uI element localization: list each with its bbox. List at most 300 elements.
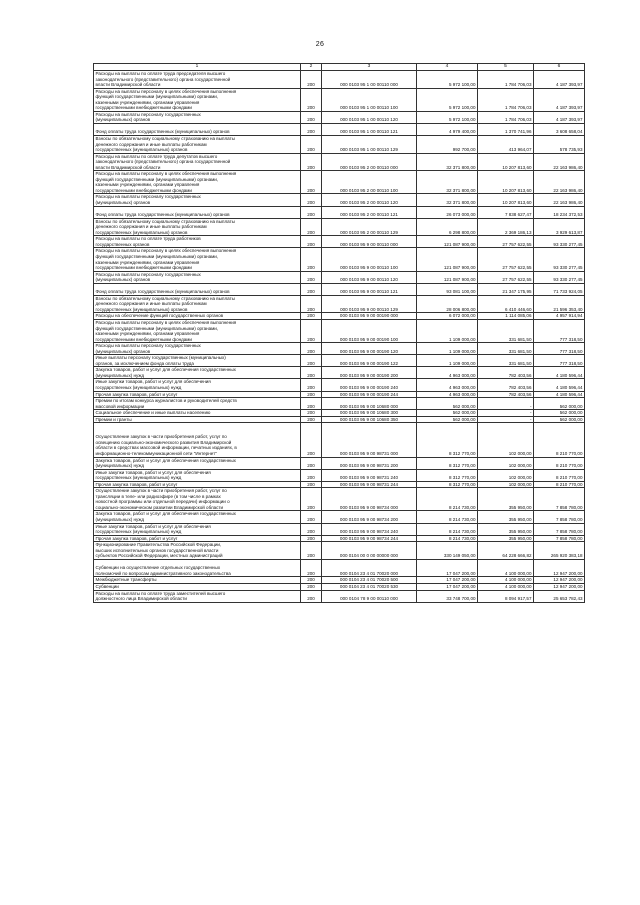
- table-row: [94, 236, 585, 248]
- remaining-amount-cell: 4 187 393,97: [534, 88, 585, 111]
- table-row: [94, 398, 585, 410]
- line-code-cell: 200: [301, 248, 322, 271]
- remaining-amount-cell: 4 957 914,94: [534, 313, 585, 320]
- row-name-line: освещению социально-экономического развития Владимирской: [95, 439, 232, 445]
- table-row: [94, 271, 585, 283]
- row-name-line: Расходы на выплаты персоналу в целях обеспечения выполнения: [95, 171, 237, 177]
- table-row: [94, 535, 585, 542]
- classification-code-cell: 000 0103 95 9 00 10680 000: [322, 398, 417, 410]
- executed-amount-cell: 102 000,00: [478, 469, 534, 481]
- remaining-amount-cell: 3 608 658,04: [534, 123, 585, 135]
- row-name-cell: [94, 236, 301, 248]
- executed-amount-cell: 27 757 622,55: [478, 271, 534, 283]
- row-name-cell: [94, 123, 301, 135]
- classification-code-cell: 000 0103 95 9 00 98731 000: [322, 423, 417, 457]
- row-name-line: (муниципальных) органов: [95, 200, 151, 206]
- classification-code-cell: 000 0103 95 9 00 00190 000: [322, 313, 417, 320]
- executed-amount-cell: 355 950,00: [478, 523, 534, 535]
- row-name-line: государственными внебюджетными фондами: [95, 336, 192, 342]
- table-row: [94, 111, 585, 123]
- row-name-line: казенными учреждениями, органами управления: [95, 182, 200, 188]
- executed-amount-cell: 27 757 622,55: [478, 236, 534, 248]
- classification-code-cell: 000 0103 95 2 00 00110 120: [322, 194, 417, 206]
- line-code-cell: 200: [301, 111, 322, 123]
- row-name-line: Прочая закупка товаров, работ и услуг: [95, 481, 178, 487]
- remaining-amount-cell: 22 163 986,40: [534, 153, 585, 171]
- row-name-line: информационно-телекоммуникационной сети "Интернет": [95, 451, 217, 456]
- row-name-cell: [94, 423, 301, 457]
- table-row: [94, 559, 585, 577]
- executed-amount-cell: 4 100 000,00: [478, 584, 534, 591]
- executed-amount-cell: 1 114 085,06: [478, 313, 534, 320]
- approved-amount-cell: 8 312 770,00: [417, 481, 478, 488]
- row-name-line: социально-экономическом развитии Владимирской области: [95, 504, 224, 510]
- executed-amount-cell: 4 100 000,00: [478, 577, 534, 584]
- classification-code-cell: 000 0104 78 9 00 00110 000: [322, 590, 417, 602]
- approved-amount-cell: 93 081 100,00: [417, 283, 478, 295]
- classification-code-cell: 000 0103 95 9 00 00190 100: [322, 319, 417, 342]
- approved-amount-cell: 26 073 000,00: [417, 206, 478, 218]
- table-row: [94, 283, 585, 295]
- executed-amount-cell: 782 403,56: [478, 391, 534, 398]
- approved-amount-cell: 8 214 730,00: [417, 511, 478, 523]
- approved-amount-cell: 4 963 000,00: [417, 367, 478, 379]
- table-row: [94, 355, 585, 367]
- classification-code-cell: 000 0103 95 9 00 00190 244: [322, 391, 417, 398]
- row-name-line: государственными внебюджетными фондами: [95, 265, 192, 271]
- line-code-cell: 200: [301, 488, 322, 511]
- row-name-line: Фонд оплаты труда государственных (муниципальных) органов: [95, 289, 230, 295]
- row-name-line: Осуществление закупок в части приобретения работ, услуг по: [95, 488, 227, 494]
- approved-amount-cell: 562 000,00: [417, 416, 478, 423]
- row-name-line: Премии по итогам конкурса журналистов и руководителей средств: [95, 398, 237, 404]
- remaining-amount-cell: 7 858 780,00: [534, 523, 585, 535]
- classification-code-cell: 000 0103 95 9 00 00190 240: [322, 379, 417, 391]
- row-name-line: Осуществление закупок в части приобретения работ, услуг по: [95, 434, 227, 440]
- row-name-cell: [94, 136, 301, 154]
- classification-code-cell: 000 0103 95 9 00 98731 240: [322, 469, 417, 481]
- budget-table: [93, 63, 585, 603]
- table-row: [94, 313, 585, 320]
- header-cell: 5: [478, 64, 534, 71]
- line-code-cell: 200: [301, 423, 322, 457]
- executed-amount-cell: 1 784 706,03: [478, 88, 534, 111]
- row-name-line: (муниципальных) органов: [95, 117, 151, 123]
- approved-amount-cell: 8 312 770,00: [417, 423, 478, 457]
- row-name-line: (муниципальных) органов: [95, 348, 151, 354]
- executed-amount-cell: 331 681,50: [478, 343, 534, 355]
- remaining-amount-cell: 4 180 596,44: [534, 379, 585, 391]
- row-name-cell: [94, 319, 301, 342]
- row-name-line: Расходы на выплаты персоналу государственных: [95, 111, 201, 117]
- line-code-cell: 200: [301, 542, 322, 560]
- header-cell: 6: [534, 64, 585, 71]
- row-name-cell: [94, 194, 301, 206]
- executed-amount-cell: 1 370 741,96: [478, 123, 534, 135]
- line-code-cell: 200: [301, 123, 322, 135]
- line-code-cell: 200: [301, 577, 322, 584]
- remaining-amount-cell: 777 318,50: [534, 319, 585, 342]
- row-name-line: Расходы на выплаты персоналу в целях обеспечения выполнения: [95, 248, 237, 254]
- line-code-cell: 200: [301, 153, 322, 171]
- classification-code-cell: 000 0103 95 2 00 00110 129: [322, 218, 417, 236]
- remaining-amount-cell: 22 163 986,40: [534, 194, 585, 206]
- executed-amount-cell: 102 000,00: [478, 481, 534, 488]
- approved-amount-cell: 8 312 770,00: [417, 457, 478, 469]
- classification-code-cell: 000 0103 95 2 00 00110 000: [322, 153, 417, 171]
- line-code-cell: 200: [301, 590, 322, 602]
- remaining-amount-cell: 4 180 596,44: [534, 367, 585, 379]
- row-name-line: Взносы по обязательному социальному страхованию на выплаты: [95, 136, 235, 142]
- row-name-line: высших исполнительных органов государственной власти: [95, 547, 219, 553]
- row-name-line: Расходы на выплаты персоналу в целях обеспечения выполнения: [95, 88, 237, 94]
- table-row: [94, 488, 585, 511]
- table-body: [94, 71, 585, 603]
- row-name-line: должностного лица Владимирской области: [95, 596, 187, 602]
- row-name-line: Иные закупки товаров, работ и услуг для обеспечения: [95, 379, 211, 385]
- approved-amount-cell: 1 109 000,00: [417, 355, 478, 367]
- row-name-line: государственных (муниципальных) органов: [95, 229, 188, 235]
- table-row: [94, 194, 585, 206]
- remaining-amount-cell: 18 234 372,53: [534, 206, 585, 218]
- row-name-cell: [94, 523, 301, 535]
- executed-amount-cell: 102 000,00: [478, 457, 534, 469]
- remaining-amount-cell: 22 163 986,40: [534, 171, 585, 194]
- line-code-cell: 200: [301, 469, 322, 481]
- row-name-line: Субвенции: [95, 584, 119, 590]
- executed-amount-cell: 10 207 813,60: [478, 153, 534, 171]
- approved-amount-cell: 121 087 900,00: [417, 271, 478, 283]
- approved-amount-cell: 5 972 100,00: [417, 88, 478, 111]
- line-code-cell: 200: [301, 481, 322, 488]
- row-name-line: Расходы на выплаты по оплате труда председателя высшего: [95, 71, 226, 76]
- line-code-cell: 200: [301, 457, 322, 469]
- row-name-cell: [94, 153, 301, 171]
- remaining-amount-cell: 25 653 782,43: [534, 590, 585, 602]
- executed-amount-cell: 27 757 622,55: [478, 248, 534, 271]
- row-name-cell: [94, 457, 301, 469]
- line-code-cell: 200: [301, 343, 322, 355]
- approved-amount-cell: 562 000,00: [417, 410, 478, 417]
- approved-amount-cell: 6 298 800,00: [417, 218, 478, 236]
- row-name-line: Взносы по обязательному социальному страхованию на выплаты: [95, 218, 235, 224]
- row-name-line: функций государственными (муниципальными) органами,: [95, 176, 219, 182]
- row-name-cell: [94, 88, 301, 111]
- approved-amount-cell: 8 214 730,00: [417, 523, 478, 535]
- line-code-cell: 200: [301, 194, 322, 206]
- row-name-line: (муниципальных) органов: [95, 277, 151, 283]
- row-name-line: Иные выплаты персоналу государственных (муниципальных): [95, 355, 226, 361]
- classification-code-cell: 000 0103 95 9 00 98734 000: [322, 488, 417, 511]
- line-code-cell: 200: [301, 319, 322, 342]
- classification-code-cell: 000 0103 95 9 00 00110 129: [322, 295, 417, 313]
- line-code-cell: 200: [301, 584, 322, 591]
- executed-amount-cell: 782 403,56: [478, 379, 534, 391]
- remaining-amount-cell: 4 187 393,97: [534, 71, 585, 89]
- line-code-cell: 200: [301, 523, 322, 535]
- classification-code-cell: 000 0103 95 9 00 98734 200: [322, 511, 417, 523]
- row-name-cell: [94, 248, 301, 271]
- row-name-cell: [94, 488, 301, 511]
- approved-amount-cell: 17 047 200,00: [417, 559, 478, 577]
- classification-code-cell: 000 0103 95 9 00 00110 100: [322, 248, 417, 271]
- row-name-cell: [94, 559, 301, 577]
- table-row: [94, 218, 585, 236]
- classification-code-cell: 000 0103 95 9 00 00190 122: [322, 355, 417, 367]
- approved-amount-cell: 32 371 800,00: [417, 171, 478, 194]
- row-name-line: области в средствах массовой информации, печатных изданиях, в: [95, 445, 237, 451]
- remaining-amount-cell: 8 210 770,00: [534, 457, 585, 469]
- approved-amount-cell: 8 312 770,00: [417, 469, 478, 481]
- approved-amount-cell: 4 979 400,00: [417, 123, 478, 135]
- executed-amount-cell: 10 207 813,60: [478, 171, 534, 194]
- classification-code-cell: 000 0103 95 9 00 00110 120: [322, 271, 417, 283]
- row-name-cell: [94, 355, 301, 367]
- row-name-cell: [94, 590, 301, 602]
- classification-code-cell: 000 0103 95 1 00 00110 100: [322, 88, 417, 111]
- row-name-line: Расходы на выплаты персоналу государственных: [95, 271, 201, 277]
- approved-amount-cell: 17 047 200,00: [417, 577, 478, 584]
- table-row: [94, 319, 585, 342]
- remaining-amount-cell: 12 947 200,00: [534, 584, 585, 591]
- row-name-cell: [94, 469, 301, 481]
- row-name-line: Субвенции на осуществление отдельных государственных: [95, 565, 221, 571]
- row-name-line: (муниципальных) нужд: [95, 463, 145, 469]
- row-name-line: Расходы на выплаты по оплате труда работников: [95, 236, 201, 242]
- table-row: [94, 379, 585, 391]
- row-name-line: функций государственными (муниципальными) органами,: [95, 253, 219, 259]
- remaining-amount-cell: 8 210 770,00: [534, 481, 585, 488]
- table-row: [94, 88, 585, 111]
- line-code-cell: 200: [301, 511, 322, 523]
- line-code-cell: 200: [301, 410, 322, 417]
- approved-amount-cell: 121 087 900,00: [417, 248, 478, 271]
- table-row: [94, 423, 585, 457]
- row-name-line: субъектов Российской Федерации, местных администраций: [95, 553, 223, 559]
- row-name-line: денежного содержания и иные выплаты работникам: [95, 224, 207, 230]
- remaining-amount-cell: 8 210 770,00: [534, 469, 585, 481]
- row-name-line: Закупка товаров, работ и услуг для обеспечения государственных: [95, 457, 236, 463]
- row-name-line: Функционирование Правительства Российской Федерации,: [95, 542, 222, 548]
- row-name-line: Расходы на выплаты по оплате труда заместителей высшего: [95, 590, 226, 596]
- remaining-amount-cell: 4 187 393,97: [534, 111, 585, 123]
- line-code-cell: 200: [301, 206, 322, 218]
- classification-code-cell: 000 0103 95 1 00 00110 121: [322, 123, 417, 135]
- executed-amount-cell: 1 784 706,03: [478, 71, 534, 89]
- row-name-cell: [94, 271, 301, 283]
- row-name-cell: [94, 218, 301, 236]
- approved-amount-cell: 28 006 800,00: [417, 295, 478, 313]
- remaining-amount-cell: 4 180 596,44: [534, 391, 585, 398]
- line-code-cell: 200: [301, 295, 322, 313]
- row-name-line: Расходы на обеспечение функций государственных органов: [95, 313, 224, 319]
- executed-amount-cell: 355 950,00: [478, 511, 534, 523]
- row-name-line: Иные закупки товаров, работ и услуг для обеспечения: [95, 523, 211, 529]
- row-name-line: законодательного (представительного) органа государственной: [95, 159, 231, 165]
- row-name-line: государственными внебюджетными фондами: [95, 187, 192, 193]
- executed-amount-cell: 331 681,50: [478, 355, 534, 367]
- row-name-line: (муниципальных) нужд: [95, 372, 145, 378]
- line-code-cell: 200: [301, 71, 322, 89]
- executed-amount-cell: 413 964,07: [478, 136, 534, 154]
- remaining-amount-cell: 93 330 277,45: [534, 271, 585, 283]
- line-code-cell: 200: [301, 218, 322, 236]
- line-code-cell: 200: [301, 379, 322, 391]
- row-name-line: Расходы на выплаты персоналу государственных: [95, 194, 201, 200]
- executed-amount-cell: 1 784 706,03: [478, 111, 534, 123]
- row-name-line: функций государственными (муниципальными) органами,: [95, 325, 219, 331]
- row-name-line: Премии и гранты: [95, 416, 132, 422]
- classification-code-cell: 000 0103 95 9 00 98731 244: [322, 481, 417, 488]
- table-row: [94, 343, 585, 355]
- table-row: [94, 511, 585, 523]
- header-cell: 3: [322, 64, 417, 71]
- row-name-line: Взносы по обязательному социальному страхованию на выплаты: [95, 295, 235, 301]
- approved-amount-cell: 1 109 000,00: [417, 319, 478, 342]
- row-name-line: казенными учреждениями, органами управления: [95, 259, 200, 265]
- classification-code-cell: 000 0103 95 9 00 00110 121: [322, 283, 417, 295]
- row-name-line: Прочая закупка товаров, работ и услуг: [95, 535, 178, 541]
- remaining-amount-cell: 71 733 924,05: [534, 283, 585, 295]
- approved-amount-cell: 5 972 100,00: [417, 71, 478, 89]
- table-row: [94, 171, 585, 194]
- line-code-cell: 200: [301, 271, 322, 283]
- row-name-cell: [94, 343, 301, 355]
- classification-code-cell: 000 0103 95 9 00 98734 240: [322, 523, 417, 535]
- row-name-line: законодательного (представительного) органа государственной: [95, 76, 231, 82]
- table-row: [94, 481, 585, 488]
- row-name-line: государственных (муниципальных) нужд: [95, 384, 182, 390]
- classification-code-cell: 000 0104 23 4 01 70020 000: [322, 559, 417, 577]
- line-code-cell: 200: [301, 391, 322, 398]
- approved-amount-cell: 32 371 800,00: [417, 153, 478, 171]
- executed-amount-cell: 102 000,00: [478, 423, 534, 457]
- row-name-line: власти Владимирской области: [95, 82, 161, 88]
- line-code-cell: 200: [301, 355, 322, 367]
- row-name-cell: [94, 171, 301, 194]
- remaining-amount-cell: 7 858 780,00: [534, 488, 585, 511]
- classification-code-cell: 000 0104 23 4 01 70020 500: [322, 577, 417, 584]
- remaining-amount-cell: 562 000,00: [534, 398, 585, 410]
- row-name-line: новостной программы или отдельной передачи) информации о: [95, 499, 230, 505]
- remaining-amount-cell: 7 858 780,00: [534, 535, 585, 542]
- approved-amount-cell: 17 047 200,00: [417, 584, 478, 591]
- table-row: [94, 295, 585, 313]
- row-name-line: (муниципальных) нужд: [95, 517, 145, 523]
- remaining-amount-cell: 12 947 200,00: [534, 559, 585, 577]
- table-row: [94, 136, 585, 154]
- classification-code-cell: 000 0103 95 9 00 10680 350: [322, 416, 417, 423]
- executed-amount-cell: 4 100 000,00: [478, 559, 534, 577]
- line-code-cell: 200: [301, 398, 322, 410]
- header-cell: 1: [94, 64, 301, 71]
- executed-amount-cell: 64 228 666,82: [478, 542, 534, 560]
- approved-amount-cell: 4 963 000,00: [417, 391, 478, 398]
- executed-amount-cell: 6 410 446,60: [478, 295, 534, 313]
- line-code-cell: 200: [301, 367, 322, 379]
- row-name-line: власти Владимирской области: [95, 164, 161, 170]
- remaining-amount-cell: 12 947 200,00: [534, 577, 585, 584]
- classification-code-cell: 000 0104 00 0 00 00000 000: [322, 542, 417, 560]
- row-name-line: казенными учреждениями, органами управления: [95, 331, 200, 337]
- approved-amount-cell: 992 700,00: [417, 136, 478, 154]
- classification-code-cell: 000 0103 95 2 00 00110 121: [322, 206, 417, 218]
- row-name-cell: [94, 295, 301, 313]
- row-name-line: полномочий по вопросам административного законодательства: [95, 570, 231, 576]
- table-row: [94, 153, 585, 171]
- approved-amount-cell: 8 214 730,00: [417, 535, 478, 542]
- line-code-cell: 200: [301, 416, 322, 423]
- table-row: [94, 590, 585, 602]
- remaining-amount-cell: 562 000,00: [534, 416, 585, 423]
- line-code-cell: 200: [301, 283, 322, 295]
- row-name-cell: [94, 71, 301, 89]
- remaining-amount-cell: 7 858 780,00: [534, 511, 585, 523]
- table-header-row: [94, 64, 585, 71]
- approved-amount-cell: 8 214 730,00: [417, 488, 478, 511]
- remaining-amount-cell: 265 920 383,18: [534, 542, 585, 560]
- executed-amount-cell: 10 207 813,60: [478, 194, 534, 206]
- row-name-line: денежного содержания и иные выплаты работникам: [95, 301, 207, 307]
- table-row: [94, 542, 585, 560]
- executed-amount-cell: -: [478, 398, 534, 410]
- table-row: [94, 248, 585, 271]
- remaining-amount-cell: 93 330 277,45: [534, 236, 585, 248]
- row-name-line: государственных органов: [95, 241, 150, 247]
- executed-amount-cell: -: [478, 416, 534, 423]
- row-name-line: государственных (муниципальных) органов: [95, 306, 188, 312]
- remaining-amount-cell: 777 318,50: [534, 343, 585, 355]
- row-name-cell: [94, 379, 301, 391]
- executed-amount-cell: 331 681,50: [478, 319, 534, 342]
- row-name-cell: [94, 206, 301, 218]
- header-cell: 2: [301, 64, 322, 71]
- header-cell: 4: [417, 64, 478, 71]
- executed-amount-cell: -: [478, 410, 534, 417]
- executed-amount-cell: 355 950,00: [478, 488, 534, 511]
- row-name-line: Прочая закупка товаров, работ и услуг: [95, 391, 178, 397]
- row-name-line: функций государственными (муниципальными) органами,: [95, 94, 219, 100]
- table-row: [94, 391, 585, 398]
- classification-code-cell: 000 0103 95 9 00 00190 200: [322, 367, 417, 379]
- classification-code-cell: 000 0103 95 1 00 00110 129: [322, 136, 417, 154]
- table-row: [94, 469, 585, 481]
- row-name-line: Расходы на выплаты персоналу государственных: [95, 343, 201, 349]
- line-code-cell: 200: [301, 171, 322, 194]
- remaining-amount-cell: 8 210 770,00: [534, 423, 585, 457]
- row-name-line: Расходы на выплаты по оплате труда депутатов высшего: [95, 153, 218, 159]
- approved-amount-cell: 6 072 000,00: [417, 313, 478, 320]
- executed-amount-cell: 355 950,00: [478, 535, 534, 542]
- executed-amount-cell: 21 347 175,95: [478, 283, 534, 295]
- row-name-cell: [94, 398, 301, 410]
- approved-amount-cell: 330 149 050,00: [417, 542, 478, 560]
- line-code-cell: 200: [301, 88, 322, 111]
- row-name-cell: [94, 111, 301, 123]
- classification-code-cell: 000 0103 95 9 00 00190 120: [322, 343, 417, 355]
- row-name-cell: [94, 542, 301, 560]
- executed-amount-cell: 7 838 627,47: [478, 206, 534, 218]
- row-name-line: Социальное обеспечение и иные выплаты населению: [95, 410, 211, 416]
- approved-amount-cell: 562 000,00: [417, 398, 478, 410]
- table-row: [94, 206, 585, 218]
- approved-amount-cell: 4 963 000,00: [417, 379, 478, 391]
- table-row: [94, 123, 585, 135]
- row-name-line: государственных (муниципальных) нужд: [95, 529, 182, 535]
- table-row: [94, 71, 585, 89]
- row-name-line: Фонд оплаты труда государственных (муниципальных) органов: [95, 212, 230, 218]
- row-name-line: Иные закупки товаров, работ и услуг для обеспечения: [95, 469, 211, 475]
